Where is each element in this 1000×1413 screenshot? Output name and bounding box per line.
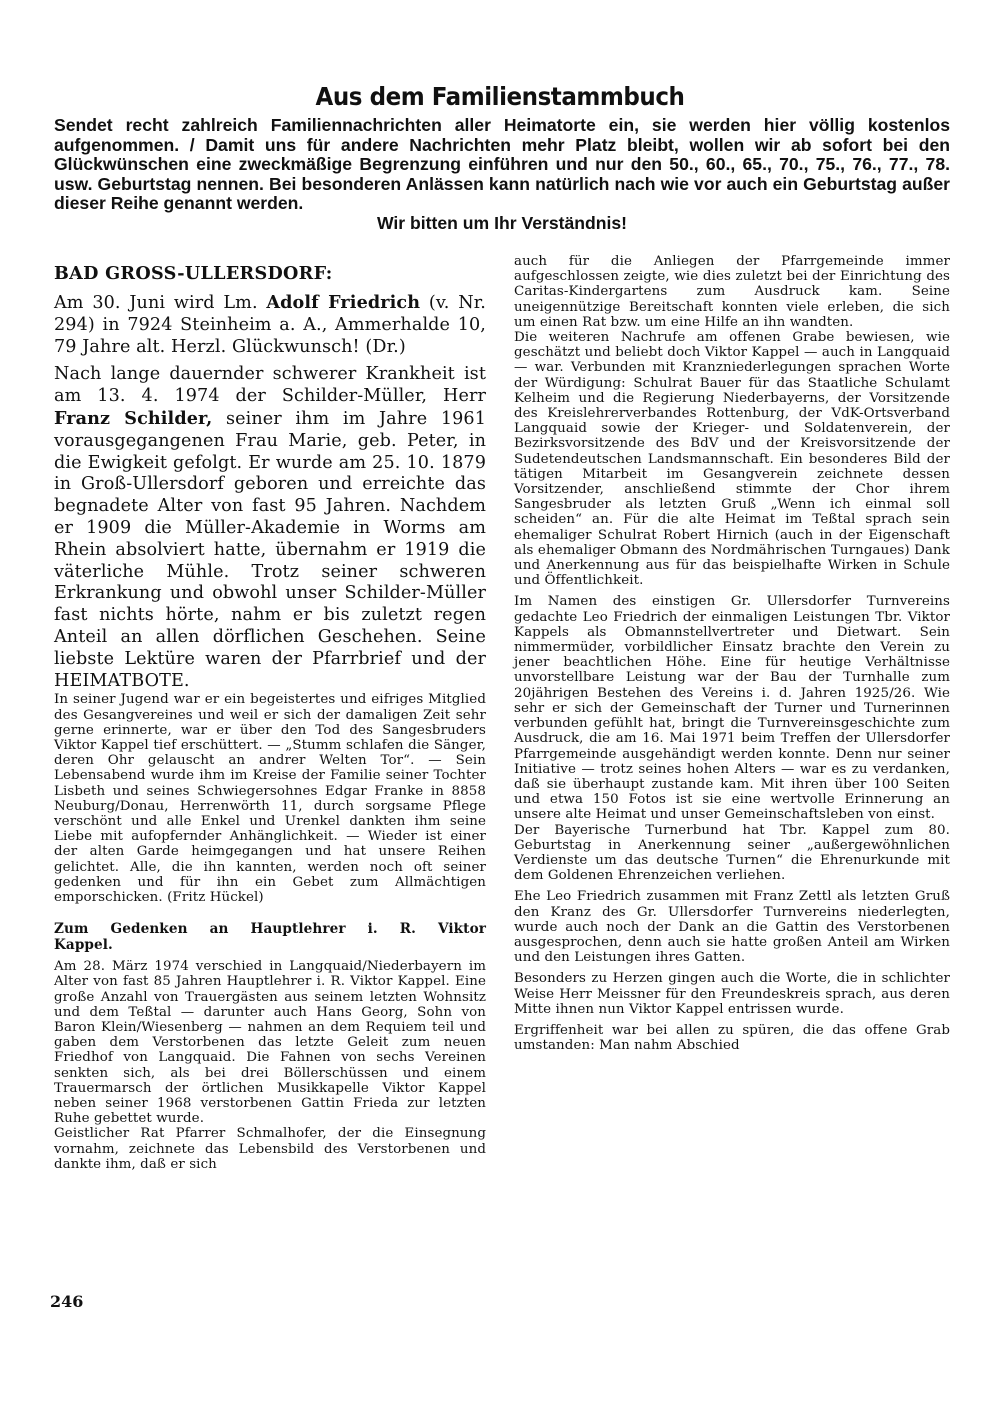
right-paragraph-4: Der Bayerische Turnerbund hat Tbr. Kappel zum 80. Geburtstag in Anerkennung seiner „außergewöhnlichen Verdienste um das deutsche Turnen“ die Ehrenurkunde mit dem Goldenen Ehrenzeichen verliehen.: [514, 822, 950, 884]
memorial-paragraph-2: Geistlicher Rat Pfarrer Schmalhofer, der die Einsegnung vornahm, zeichnete das Lebensbild des Verstorbenen und dankte ihm, daß er sich: [54, 1126, 486, 1172]
intro-notice: [54, 116, 950, 233]
right-paragraph-1: auch für die Anliegen der Pfarrgemeinde immer aufgeschlossen zeigte, wie dies zuletzt bei der Einrichtung des Caritas-Kindergartens zum Ausdruck kam. Seine uneigennützige Bereitschaft konnten viele erleben, die sich um einen Rat bzw. um eine Hilfe an ihn wandten.: [514, 254, 950, 330]
birthday-text-suffix: (v. Nr. 294) in 7924 Steinheim a. A., Ammerhalde 10, 79 Jahre alt. Herzl. Glückwunsch! (Dr.): [54, 293, 487, 357]
obituary-franz-schilder: [54, 364, 486, 692]
right-paragraph-3: Im Namen des einstigen Gr. Ullersdorfer Turnvereins gedachte Leo Friedrich der einmaligen Leistungen Tbr. Viktor Kappels als Obmannstellvertreter und Dietwart. Sein nimmermüder, vorbildlicher Einsatz brachte den Verein zu jener beachtlichen Höhe. Eine für heutige Verhältnisse unvorstellbare Leistung war der Bau der Turnhalle zum 20jährigen Bestehen des Vereins i. d. Jahren 1925/26. Wie sehr er sich der Gemeinschaft der Turner und Turnerinnen verbunden gefühlt hat, bringt die Turnvereinsgeschichte zum Ausdruck, die am 16. Mai 1971 beim Treffen der Ullersdorfer Pfarrgemeinde ausgehändigt werden konnte. Denn nur seiner Initiative — trotz seines hohen Alters — war es zu verdanken, daß sie überhaupt zustande kam. Mit ihren über 100 Seiten und etwa 150 Fotos ist sie eine wertvolle Erinnerung an unsere alte Heimat und unser Gemeinschaftsleben von einst.: [514, 594, 950, 823]
right-paragraph-6: Besonders zu Herzen gingen auch die Worte, die in schlichter Weise Herr Meissner für den Freundeskreis sprach, aus deren Mitte ihnen nun Viktor Kappel entrissen wurde.: [514, 971, 950, 1017]
obituary-continued: In seiner Jugend war er ein begeistertes und eifriges Mitglied des Gesangvereines und weil er sich der damaligen Zeit sehr gerne erinnerte, war er über den Tod des Sangesbruders Viktor Kappel tief erschüttert. — „Stumm schlafen die Sänger, deren Ohr gelauscht an andrer Welten Tor“. — Sein Lebensabend wurde ihm im Kreise der Familie seiner Tochter Lisbeth und seines Schwiegersohnes Edgar Franke in 8858 Neuburg/Donau, Herrenwörth 11, durch sorgsame Pflege verschönt und alle Enkel und Urenkel dankten ihm seine Liebe mit aufopfernder Anhänglichkeit. — Wieder ist einer der alten Garde heimgegangen und hat unsere Reihen gelichtet. Alle, die ihn kannten, werden noch oft seiner gedenken und für ihn ein Gebet zum Allmächtigen emporschicken. (Fritz Hückel): [54, 692, 486, 905]
birthday-text-prefix: Am 30. Juni wird Lm.: [54, 293, 267, 313]
memorial-paragraph-1: Am 28. März 1974 verschied in Langquaid/Niederbayern im Alter von fast 85 Jahren Hauptlehrer i. R. Viktor Kappel. Eine große Anzahl von Trauergästen aus seinem letzten Wohnsitz und dem Teßtal — darunter auch Hans Georg, Sohn von Baron Klein/Wiesenberg — nahmen an dem Requiem teil und gaben dem Verstorbenen das letzte Geleit zum neuen Friedhof von Langquaid. Die Fahnen von sechs Vereinen senkten sich, als bei drei Böllerschüssen und einem Trauermarsch der örtlichen Musikkapelle Viktor Kappel neben seiner 1968 verstorbenen Gattin Frieda zur letzten Ruhe gebettet wurde.: [54, 959, 486, 1127]
intro-closing: Wir bitten um Ihr Verständnis!: [376, 212, 628, 233]
birthday-name: Adolf Friedrich: [266, 292, 421, 313]
page-title: Aus dem Familienstammbuch: [315, 82, 685, 111]
birthday-notice: [54, 292, 486, 358]
right-paragraph-7: Ergriffenheit war bei allen zu spüren, die das offene Grab umstanden: Man nahm Abschied: [514, 1022, 950, 1054]
obituary-text-part1: Nach lange dauernder schwerer Krankheit ist am 13. 4. 1974 der Schilder-Müller, Herr: [54, 364, 486, 407]
memorial-heading: Zum Gedenken an Hauptlehrer i. R. Viktor Kappel.: [54, 921, 486, 954]
right-column: [514, 254, 950, 1053]
page-number: 246: [50, 1292, 84, 1311]
obituary-text-part2: seiner ihm im Jahre 1961 vorausgegangenen Frau Marie, geb. Peter, in die Ewigkeit gefolgt. Er wurde am 25. 10. 1879 in Groß-Ullersdorf geboren und erreichte das begnadete Alter von fast 95 Jahren. Nachdem er 1909 die Müller-Akademie in Worms am Rhein absolviert hatte, übernahm er 1919 die väterliche Mühle. Trotz seiner schweren Erkrankung und obwohl unser Schilder-Müller fast nichts hörte, nahm er bis zuletzt regen Anteil an allen dörflichen Geschehen. Seine liebste Lektüre waren der Pfarrbrief und der HEIMATBOTE.: [54, 408, 486, 691]
section-heading-bad-gross-ullersdorf: BAD GROSS-ULLERSDORF:: [54, 263, 333, 284]
intro-text: Sendet recht zahlreich Familiennachrichten aller Heimatorte ein, sie werden hier völlig kostenlos aufgenommen. / Damit uns für andere Nachrichten mehr Platz bleibt, wollen wir ab sofort bei den Glückwünschen eine zweckmäßige Begrenzung einführen und nur den 50., 60., 65., 70., 75., 76., 77., 78. usw. Geburtstag nennen. Bei besonderen Anlässen kann natürlich nach wie vor auch ein Geburtstag außer dieser Reihe genannt werden.: [54, 115, 950, 213]
right-paragraph-5: Ehe Leo Friedrich zusammen mit Franz Zettl als letzten Gruß den Kranz des Gr. Ullersdorfer Turnvereins niederlegten, wurde auch noch der Dank an die Gattin des Verstorbenen ausgesprochen, denn auch sie hatte großen Anteil am Wirken und den Leistungen ihres Gatten.: [514, 889, 950, 966]
right-paragraph-2: Die weiteren Nachrufe am offenen Grabe bewiesen, wie geschätzt und beliebt doch Viktor Kappel — auch in Langquaid — war. Verbunden mit Kranzniederlegungen sprachen Worte der Würdigung: Schulrat Bauer für das Staatliche Schulamt Kelheim und die Regierung Niederbayerns, der Vorsitzende des Kreislehrerverbandes Rottenburg, der VdK-Ortsverband Langquaid sowie der Krieger- und Soldatenverein, der Bezirksvorsitzende des BdV und der Kreisvorsitzende der Sudetendeutschen Landsmannschaft. Ein besonderes Bild der tätigen Mitarbeit im Gesangverein zeichnete dessen Vorsitzender, anschließend stimmte der Chor ihrem Sangesbruder als letzten Gruß „Wenn ich einmal soll scheiden“ an. Für die alte Heimat im Teßtal sprach sein ehemaliger Schulrat Robert Hirnich (auch in der Eigenschaft als ehemaliger Obmann des Nordmährischen Turngaues) Dank und Anerkennung aus für das beispielhafte Wirken in Schule und Öffentlichkeit.: [514, 330, 950, 589]
left-column: [54, 258, 486, 1172]
obituary-name: Franz Schilder,: [54, 407, 213, 429]
